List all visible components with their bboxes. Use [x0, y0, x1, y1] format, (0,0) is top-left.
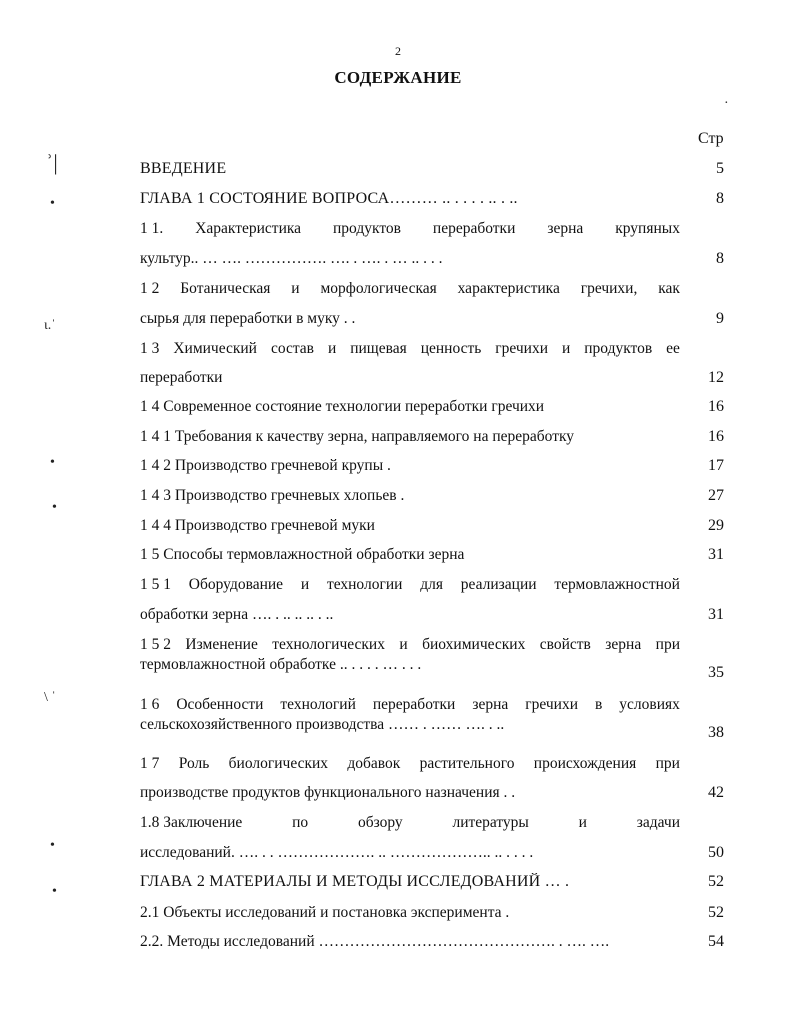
- toc-entry-page: 8: [716, 250, 724, 267]
- page-number: 2: [395, 44, 401, 58]
- toc-entry-page: 16: [708, 398, 724, 415]
- toc-entry-text: 1 5 Способы термовлажностной обработки зерна: [140, 546, 465, 563]
- toc-entry-text: 2.2. Методы исследований ………………………………………. . …. ….: [140, 933, 610, 950]
- toc-entry-page: 5: [716, 160, 724, 177]
- toc-entry-text: ГЛАВА 1 СОСТОЯНИЕ ВОПРОСА……… .. . . . . .. . ..: [140, 190, 518, 207]
- toc-entry-text: исследований. …. . . ………………. .. ……………….. .. . . . .: [140, 844, 534, 861]
- scan-mark: \ ˈ: [44, 690, 57, 705]
- toc-entry-page: 8: [716, 190, 724, 207]
- toc-entry-text: 1 4 Современное состояние технологии переработки гречихи: [140, 398, 545, 415]
- toc-entry-text: ГЛАВА 2 МАТЕРИАЛЫ И МЕТОДЫ ИССЛЕДОВАНИЙ … .: [140, 873, 570, 890]
- page-title: СОДЕРЖАНИЕ: [334, 68, 462, 87]
- toc-entry-heading: 1 6 Особенности технологий переработки зерна гречихи в условиях: [140, 696, 680, 713]
- toc-entry-heading: 1 5 1 Оборудование и технологии для реализации термовлажностной: [140, 576, 680, 593]
- toc-entry-page: 17: [708, 457, 724, 474]
- toc-entry-text: культур.. … …. ……………. …. . …. . … .. . . .: [140, 250, 443, 267]
- toc-entry-text: сельскохозяйственного производства …… . …… …. . ..: [140, 716, 505, 733]
- toc-entry-page: 16: [708, 428, 724, 445]
- toc-entry-text: переработки: [140, 369, 223, 386]
- toc-entry-text: 1 4 1 Требования к качеству зерна, направляемого на переработку: [140, 428, 575, 445]
- toc-entry-text: термовлажностной обработке .. . . . . … . . .: [140, 656, 422, 673]
- toc-entry-page: 50: [708, 844, 724, 861]
- scan-mark: ɩ.ˈ: [44, 318, 56, 333]
- toc-entry-heading: 1.8 Заключение по обзору литературы и задачи: [140, 814, 680, 831]
- toc-entry-page: 27: [708, 487, 724, 504]
- toc-entry-text: обработки зерна …. . .. .. .. . ..: [140, 606, 334, 623]
- toc-entry-page: 35: [708, 664, 724, 681]
- toc-entry-page: 31: [708, 606, 724, 623]
- scan-mark: ·: [724, 96, 729, 111]
- scan-mark: •: [50, 455, 55, 470]
- toc-entry-text: 2.1 Объекты исследований и постановка эксперимента .: [140, 904, 510, 921]
- scan-mark: ʾ|: [46, 150, 58, 175]
- toc-entry-text: 1 4 2 Производство гречневой крупы .: [140, 457, 391, 474]
- scan-mark: •: [52, 500, 57, 515]
- toc-entry-page: 54: [708, 933, 724, 950]
- scan-mark: •: [50, 838, 55, 853]
- toc-entry-page: 9: [716, 310, 724, 327]
- toc-entry-page: 38: [708, 724, 724, 741]
- toc-entry-heading: 1 2 Ботаническая и морфологическая характеристика гречихи, как: [140, 280, 680, 297]
- toc-entry-text: 1 4 3 Производство гречневых хлопьев .: [140, 487, 405, 504]
- toc-entry-page: 29: [708, 517, 724, 534]
- toc-entry-page: 52: [708, 904, 724, 921]
- scan-mark: •: [50, 196, 55, 211]
- toc-entry-text: 1 4 4 Производство гречневой муки: [140, 517, 375, 534]
- scan-mark: •: [52, 884, 57, 899]
- toc-entry-page: 31: [708, 546, 724, 563]
- toc-entry-text: ВВЕДЕНИЕ: [140, 160, 227, 177]
- page-column-label: Стр: [698, 130, 724, 147]
- toc-entry-heading: 1 5 2 Изменение технологических и биохимических свойств зерна при: [140, 636, 680, 653]
- toc-entry-page: 52: [708, 873, 724, 890]
- toc-entry-heading: 1 1. Характеристика продуктов переработки зерна крупяных: [140, 220, 680, 237]
- toc-entry-text: сырья для переработки в муку . .: [140, 310, 356, 327]
- toc-entry-text: производстве продуктов функционального назначения . .: [140, 784, 516, 801]
- toc-entry-heading: 1 3 Химический состав и пищевая ценность гречихи и продуктов ее: [140, 340, 680, 357]
- toc-entry-page: 12: [708, 369, 724, 386]
- toc-entry-page: 42: [708, 784, 724, 801]
- toc-entry-heading: 1 7 Роль биологических добавок растительного происхождения при: [140, 755, 680, 772]
